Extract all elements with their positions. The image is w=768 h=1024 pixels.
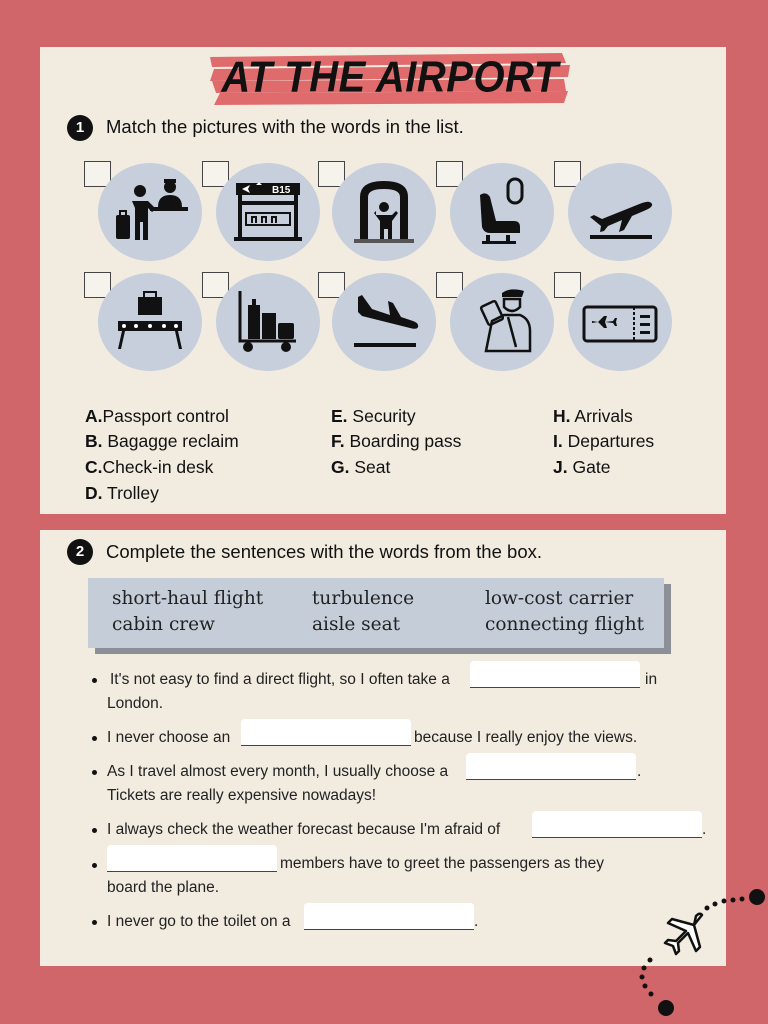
word-list-item-j: J. Gate [553, 457, 611, 477]
sentence-6-text: I never go to the toilet on a [107, 913, 291, 930]
trolley-icon [228, 283, 308, 361]
answer-blank-6[interactable] [304, 903, 474, 930]
sentence-4-text: I always check the weather forecast because I'm afraid of [107, 821, 501, 838]
word-list-item-g: G. Seat [331, 457, 391, 477]
answer-blank-5[interactable] [107, 845, 277, 872]
exercise-1-panel [40, 47, 726, 514]
bullet [92, 828, 97, 833]
word-list-item-e: E. Security [331, 406, 416, 426]
bullet [92, 736, 97, 741]
bullet [92, 863, 97, 868]
word-list-item-f: F. Boarding pass [331, 431, 462, 451]
word-list-item-h: H. Arrivals [553, 406, 633, 426]
box-word: connecting flight [485, 614, 645, 635]
word-list-item-a: A.Passport control [85, 406, 229, 426]
gate-sign-text: B15 [272, 185, 291, 196]
departures-icon [580, 173, 660, 251]
box-word: cabin crew [112, 614, 215, 635]
exercise-1-number: 1 [67, 115, 93, 141]
bullet [92, 770, 97, 775]
word-box [88, 578, 664, 648]
picture-2 [216, 163, 320, 261]
security-icon [344, 173, 424, 251]
picture-3 [332, 163, 436, 261]
picture-7 [216, 273, 320, 371]
answer-blank-3[interactable] [466, 753, 636, 780]
bullet [92, 920, 97, 925]
exercise-2-instruction: Complete the sentences with the words from the box. [106, 541, 542, 562]
picture-1 [98, 163, 202, 261]
word-list-item-d: D. Trolley [85, 483, 159, 503]
page-title: AT THE AIRPORT [221, 52, 559, 102]
passport-officer-icon [462, 283, 542, 361]
sentence-3-continuation: Tickets are really expensive nowadays! [107, 787, 377, 804]
picture-5 [568, 163, 672, 261]
bullet [92, 678, 97, 683]
passport-control-icon [110, 173, 190, 251]
sentence-2-text: I never choose an [107, 729, 231, 746]
answer-blank-2[interactable] [241, 719, 411, 746]
boarding-pass-icon [580, 283, 660, 361]
sentence-6-period: . [474, 913, 479, 930]
title-banner [210, 51, 570, 103]
seat-icon [462, 173, 542, 251]
picture-10 [568, 273, 672, 371]
exercise-1-instruction: Match the pictures with the words in the list. [106, 116, 464, 137]
sentence-3-text: As I travel almost every month, I usually choose a [107, 763, 449, 780]
sentence-5-text: members have to greet the passengers as they [280, 855, 604, 872]
box-word: low-cost carrier [485, 588, 634, 609]
airplane-icon [665, 914, 702, 954]
sentence-2-end: because I really enjoy the views. [414, 729, 638, 746]
exercise-2-panel [40, 530, 726, 966]
sentence-1-end: in [645, 671, 658, 688]
word-list-item-i: I. Departures [553, 431, 655, 451]
arrivals-icon [344, 283, 424, 361]
answer-blank-1[interactable] [470, 661, 640, 688]
sentence-1-continuation: London. [107, 695, 164, 712]
sentence-3-period: . [637, 763, 642, 780]
picture-9 [450, 273, 554, 371]
sentence-4-period: . [702, 821, 707, 838]
picture-8 [332, 273, 436, 371]
box-word: aisle seat [312, 614, 401, 635]
airplane-flight-path-decoration [630, 880, 768, 1020]
gate-icon [228, 173, 308, 251]
sentence-5-continuation: board the plane. [107, 879, 220, 896]
answer-blank-4[interactable] [532, 811, 702, 838]
word-list-item-b: B. Bagagge reclaim [85, 431, 239, 451]
picture-4 [450, 163, 554, 261]
word-list-item-c: C.Check-in desk [85, 457, 214, 477]
sentence-1-text: It's not easy to find a direct flight, so I often take a [110, 671, 450, 688]
box-word: short-haul flight [112, 588, 264, 609]
picture-6 [98, 273, 202, 371]
exercise-2-number: 2 [67, 539, 93, 565]
box-word: turbulence [312, 588, 415, 609]
baggage-reclaim-icon [110, 283, 190, 361]
